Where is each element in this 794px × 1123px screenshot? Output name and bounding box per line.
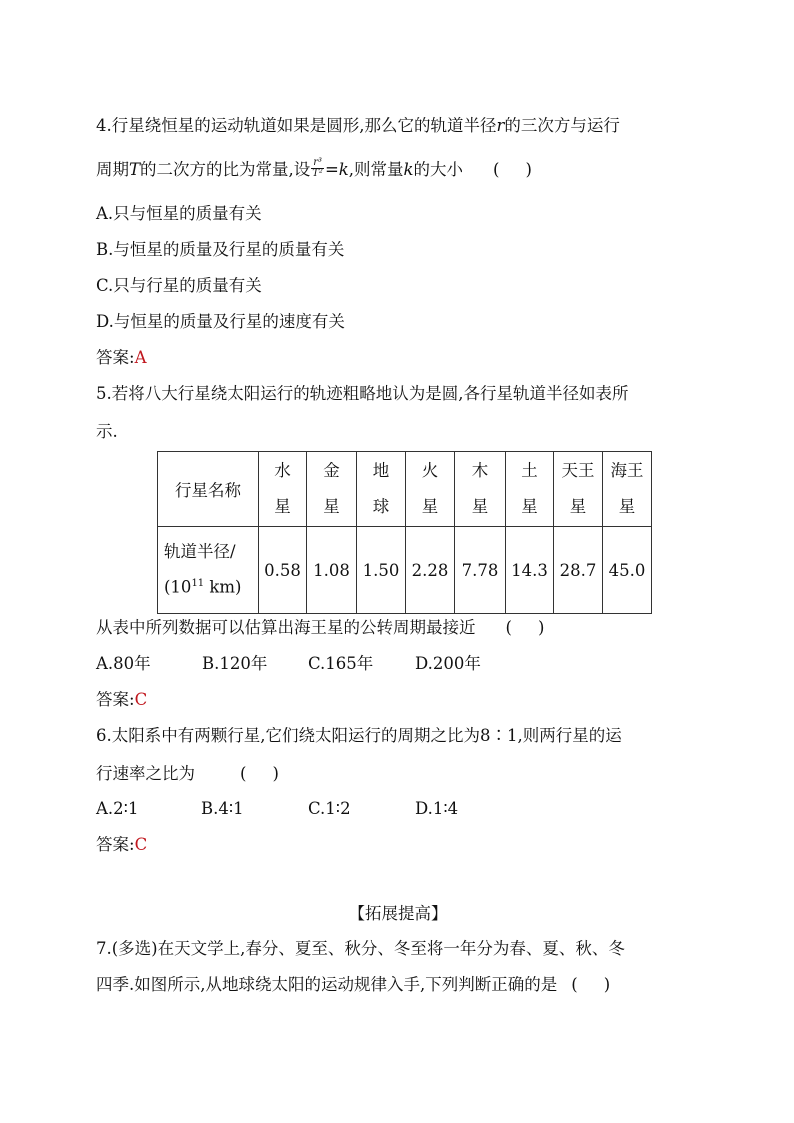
q6-option-d: D.1∶4 [415,799,459,818]
row-label-exponent: 11 [191,578,205,590]
planet-name-bottom: 星 [274,497,291,516]
paren-open: ( [240,764,247,783]
q5-text-3: 从表中所列数据可以估算出海王星的公转周期最接近 [96,618,476,637]
planet-name-top: 火 [421,461,439,480]
table-header-label: 行星名称 [158,452,259,527]
q4-text-2c: ,则常量 [348,160,404,179]
table-cell: 7.78 [455,527,506,614]
q4-var-T: T [129,160,141,179]
table-header-cell [357,452,406,527]
planet-name-bottom: 球 [372,497,390,516]
answer-value: C [134,835,148,854]
q6-option-a: A.2∶1 [96,799,139,818]
q6-line2 [96,763,279,785]
table-row-label [158,527,259,614]
table-cell: 0.58 [259,527,307,614]
q4-option-b: B.与恒星的质量及行星的质量有关 [96,240,345,259]
row-label-line2b: km) [204,577,242,597]
q5-line3 [96,617,544,639]
table-header-cell [506,452,554,527]
table-header-cell [406,452,455,527]
planet-name-top: 天王 [561,461,595,480]
table-cell: 1.50 [357,527,406,614]
q5-answer [96,689,147,711]
q4-answer-blank [493,159,532,181]
planet-name-bottom: 星 [323,497,340,516]
q4-var-k2: k [403,160,414,179]
q5-line1: 5.若将八大行星绕太阳运行的轨迹粗略地认为是圆,各行星轨道半径如表所 [96,384,629,403]
q6-options [96,798,458,820]
q6-line1: 6.太阳系中有两颗行星,它们绕太阳运行的周期之比为8∶1,则两行星的运 [96,726,622,745]
q4-text-2b: 的二次方的比为常量,设 [140,160,311,179]
q4-line1 [96,115,620,137]
table-cell: 28.7 [554,527,603,614]
q5-option-b: B.120年 [202,654,268,673]
table-header-cell [554,452,603,527]
planet-name-top: 木 [471,461,489,480]
q4-option-d: D.与恒星的质量及行星的速度有关 [96,312,345,331]
q6-option-c: C.1∶2 [308,799,351,818]
answer-label: 答案: [96,835,135,854]
planet-name-bottom: 星 [421,497,439,516]
q4-text-1-tail: 的三次方与运行 [504,116,620,135]
planet-name-top: 金 [323,461,340,480]
table-header-cell [307,452,357,527]
q4-answer [96,347,146,369]
q7-answer-blank [571,974,610,996]
q5-option-d: D.200年 [415,654,481,673]
q7-text-2: 四季.如图所示,从地球绕太阳的运动规律入手,下列判断正确的是 [96,975,558,994]
q6-option-b: B.4∶1 [201,799,244,818]
table-cell: 2.28 [406,527,455,614]
q6-text-2: 行速率之比为 [96,764,195,783]
q4-fraction [311,158,324,179]
planet-name-bottom: 星 [521,497,538,516]
q6-answer-blank [240,763,279,785]
q4-text-2a: 周期 [96,160,129,179]
q4-option-c: C.只与行星的质量有关 [96,276,262,295]
table-value-row [158,527,652,614]
row-label-line2a: (10 [164,577,192,597]
table-header-cell [259,452,307,527]
q4-equals: = [324,160,339,179]
table-cell: 14.3 [506,527,554,614]
q5-option-a: A.80年 [96,654,151,673]
q5-line2: 示. [96,422,118,441]
paren-open: ( [505,618,512,637]
table-cell: 45.0 [603,527,652,614]
q7-line1: 7.(多选)在天文学上,春分、夏至、秋分、冬至将一年分为春、夏、秋、冬 [96,939,625,958]
paren-close: ) [537,618,545,637]
q5-answer-blank [506,617,545,639]
table-header-cell [455,452,506,527]
paren-open: ( [571,975,578,994]
q4-text-2d: 的大小 [413,160,464,179]
paren-open: ( [493,160,500,179]
table-header-cell [603,452,652,527]
planet-name-top: 海王 [610,461,644,480]
q4-var-k: k [338,160,349,179]
planet-name-bottom: 星 [471,497,489,516]
fraction-denominator: T² [312,168,323,179]
table-header-row [158,452,652,527]
planet-orbit-table [157,451,652,614]
fraction-numerator: r³ [313,157,322,168]
table-cell: 1.08 [307,527,357,614]
section-heading: 【拓展提高】 [348,904,448,923]
answer-label: 答案: [96,348,135,367]
paren-close: ) [525,160,532,179]
paren-close: ) [272,764,279,783]
planet-name-bottom: 星 [569,497,587,516]
planet-name-top: 水 [274,461,291,480]
q4-var-r: r [496,116,505,135]
planet-name-top: 土 [521,461,538,480]
planet-name-top: 地 [372,461,390,480]
row-label-line1: 轨道半径/ [164,542,236,562]
q7-line2 [96,974,610,996]
answer-value: C [134,690,148,709]
q4-option-a: A.只与恒星的质量有关 [96,204,262,223]
q6-answer [96,834,147,856]
paren-close: ) [603,975,611,994]
answer-label: 答案: [96,690,135,709]
q5-options [96,653,481,675]
planet-name-bottom: 星 [618,497,636,516]
q4-line2 [96,159,532,181]
q4-text-1: 4.行星绕恒星的运动轨道如果是圆形,那么它的轨道半径 [96,116,497,135]
q5-option-c: C.165年 [308,654,374,673]
answer-value: A [134,348,147,367]
